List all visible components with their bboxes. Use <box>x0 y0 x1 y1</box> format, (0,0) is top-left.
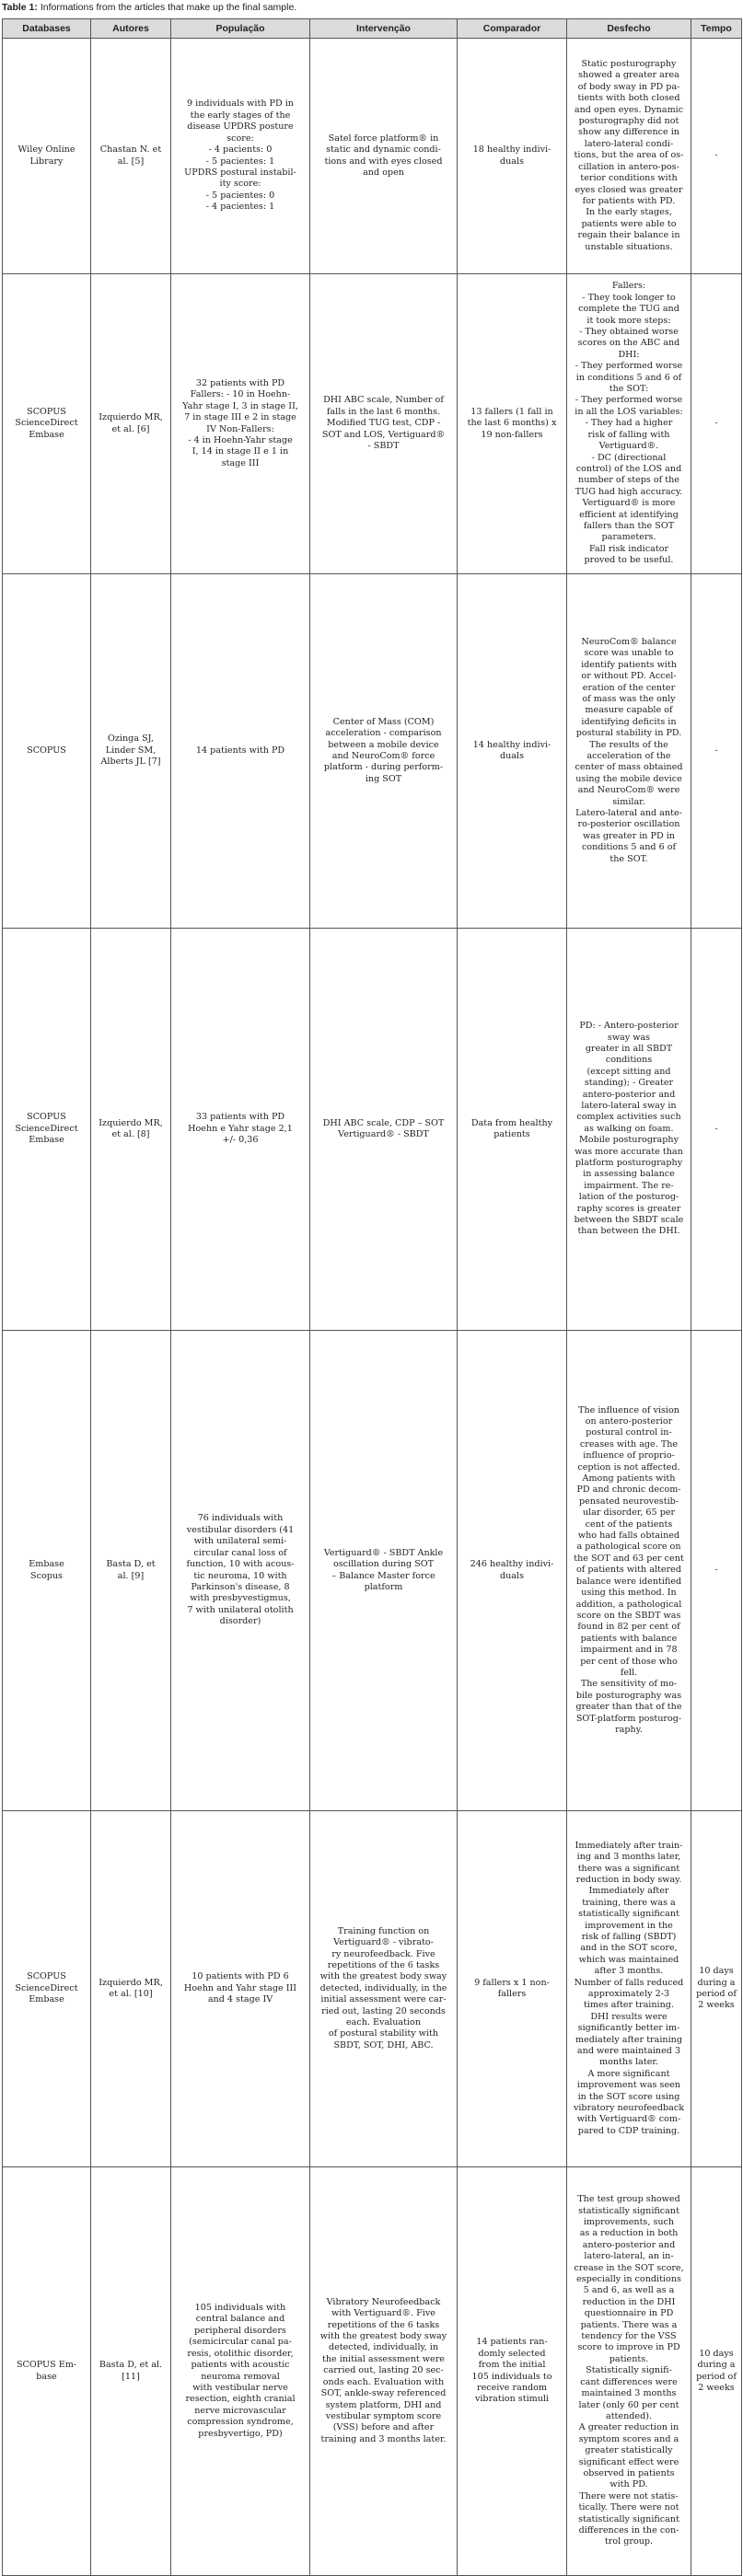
table-row <box>3 929 742 1331</box>
cell-populacao: 33 patients with PD Hoehn e Yahr stage 2,1 +/- 0,36 <box>171 929 310 1331</box>
cell-databases: Embase Scopus <box>3 1331 91 1811</box>
col-header-intervencao: Intervenção <box>310 19 458 39</box>
cell-tempo: - <box>691 574 742 929</box>
cell-autores: Basta D, et al. [9] <box>91 1331 171 1811</box>
table-caption <box>2 2 296 17</box>
table-row <box>3 274 742 574</box>
col-header-tempo: Tempo <box>691 19 742 39</box>
cell-desfecho: PD: - Antero-posterior sway was greater in all SBDT conditions (except sitting and standing); - Greater antero-posterior and latero-lateral sway in complex activities such as walking on foam. Mobile posturography was more accurate than platform posturography in assessing balance impairment. The re- lation of the posturog- raphy scores is greater between the SBDT scale than between the DHI. <box>567 929 691 1331</box>
cell-comparador: 14 patients ran- domly selected from the initial 105 individuals to receive random vibration stimuli <box>458 2167 567 2576</box>
caption-text: Informations from the articles that make up the final sample. <box>40 2 297 13</box>
cell-comparador: 9 fallers x 1 non- fallers <box>458 1811 567 2167</box>
cell-desfecho: The test group showed statistically significant improvements, such as a reduction in both antero-posterior and latero-lateral, an in- crease in the SOT score, especially in conditions 5 and 6, as well as a reduction in the DHI questionnaire in PD patients. There was a tendency for the VSS score to improve in PD patients. Statistically signifi- cant differences were maintained 3 months later (only 60 per cent attended). A greater reduction in symptom scores and a greater statistically significant effect were observed in patients with PD. There were not statis- tically. There were not statistically significant differences in the con- trol group. <box>567 2167 691 2576</box>
cell-databases: SCOPUS <box>3 574 91 929</box>
cell-comparador: Data from healthy patients <box>458 929 567 1331</box>
table-row <box>3 1331 742 1811</box>
cell-databases: SCOPUS Em- base <box>3 2167 91 2576</box>
table-row <box>3 574 742 929</box>
cell-intervencao: DHI ABC scale, CDP – SOT Vertiguard® - SBDT <box>310 929 458 1331</box>
col-header-databases: Databases <box>3 19 91 39</box>
cell-tempo: - <box>691 929 742 1331</box>
cell-populacao: 105 individuals with central balance and peripheral disorders (semicircular canal pa- resis, otolithic disorder, patients with acoustic neuroma removal with vestibular nerve resection, eighth cranial nerve microvascular compression syndrome, presbyvertigo, PD) <box>171 2167 310 2576</box>
cell-populacao: 10 patients with PD 6 Hoehn and Yahr stage III and 4 stage IV <box>171 1811 310 2167</box>
articles-table <box>2 18 742 2576</box>
cell-desfecho: Static posturography showed a greater area of body sway in PD pa- tients with both closed and open eyes. Dynamic posturography did not show any difference in latero-lateral condi- tions, but the area of os- cillation in antero-pos- terior conditions with eyes closed was greater for patients with PD. In the early stages, patients were able to regain their balance in unstable situations. <box>567 39 691 274</box>
header-row <box>3 19 742 39</box>
cell-comparador: 13 fallers (1 fall in the last 6 months) x 19 non-fallers <box>458 274 567 574</box>
cell-intervencao: Vertiguard® - SBDT Ankle oscillation during SOT – Balance Master force platform <box>310 1331 458 1811</box>
cell-autores: Izquierdo MR, et al. [10] <box>91 1811 171 2167</box>
cell-databases: SCOPUS ScienceDirect Embase <box>3 274 91 574</box>
cell-desfecho: NeuroCom® balance score was unable to identify patients with or without PD. Accel- eration of the center of mass was the only measure capable of identifying deficits in postural stability in PD. The results of the acceleration of the center of mass obtained using the mobile device and NeuroCom® were similar. Latero-lateral and ante- ro-posterior oscillation was greater in PD in conditions 5 and 6 of the SOT. <box>567 574 691 929</box>
cell-comparador: 14 healthy indivi- duals <box>458 574 567 929</box>
cell-tempo: - <box>691 274 742 574</box>
cell-desfecho: The influence of vision on antero-posterior postural control in- creases with age. The influence of proprio- ception is not affected. Among patients with PD and chronic decom- pensated neurovestib- ular disorder, 65 per cent of the patients who had falls obtained a pathological score on the SOT and 63 per cent of patients with altered balance were identified using this method. In addition, a pathological score on the SBDT was found in 82 per cent of patients with balance impairment and in 78 per cent of those who fell. The sensitivity of mo- bile posturography was greater than that of the SOT-platform posturog- raphy. <box>567 1331 691 1811</box>
col-header-comparador: Comparador <box>458 19 567 39</box>
cell-tempo: 10 days during a period of 2 weeks <box>691 2167 742 2576</box>
cell-databases: Wiley Online Library <box>3 39 91 274</box>
cell-autores: Izquierdo MR, et al. [8] <box>91 929 171 1331</box>
cell-intervencao: Center of Mass (COM) acceleration - comparison between a mobile device and NeuroCom® force platform - during perform- ing SOT <box>310 574 458 929</box>
cell-tempo: 10 days during a period of 2 weeks <box>691 1811 742 2167</box>
cell-databases: SCOPUS ScienceDirect Embase <box>3 1811 91 2167</box>
cell-intervencao: Satel force platform® in static and dynamic condi- tions and with eyes closed and open <box>310 39 458 274</box>
cell-intervencao: DHI ABC scale, Number of falls in the last 6 months. Modified TUG test, CDP - SOT and LOS, Vertiguard® - SBDT <box>310 274 458 574</box>
table-row <box>3 39 742 274</box>
cell-autores: Izquierdo MR, et al. [6] <box>91 274 171 574</box>
cell-populacao: 14 patients with PD <box>171 574 310 929</box>
cell-intervencao: Training function on Vertiguard® - vibrato- ry neurofeedback. Five repetitions of the 6 tasks with the greatest body sway detected, individually, in the initial assessment were car- ried out, lasting 20 seconds each. Evaluation of postural stability with SBDT, SOT, DHI, ABC. <box>310 1811 458 2167</box>
cell-tempo: - <box>691 1331 742 1811</box>
cell-desfecho: Immediately after train- ing and 3 months later, there was a significant reduction in body sway. Immediately after training, there was a statistically significant improvement in the risk of falling (SBDT) and in the SOT score, which was maintained after 3 months. Number of falls reduced approximately 2-3 times after training. DHI results were significantly better im- mediately after training and were maintained 3 months later. A more significant improvement was seen in the SOT score using vibratory neurofeedback with Vertiguard® com- pared to CDP training. <box>567 1811 691 2167</box>
cell-autores: Basta D, et al. [11] <box>91 2167 171 2576</box>
cell-autores: Ozinga SJ, Linder SM, Alberts JL [7] <box>91 574 171 929</box>
cell-tempo: - <box>691 39 742 274</box>
cell-autores: Chastan N. et al. [5] <box>91 39 171 274</box>
col-header-populacao: População <box>171 19 310 39</box>
cell-desfecho: Fallers: - They took longer to complete the TUG and it took more steps: - They obtained worse scores on the ABC and DHI: - They performed worse in conditions 5 and 6 of the SOT: - They performed worse in all the LOS variables: - They had a higher risk of falling with Vertiguard®. - DC (directional control) of the LOS and number of steps of the TUG had high accuracy. Vertiguard® is more efficient at identifying fallers than the SOT parameters. Fall risk indicator proved to be useful. <box>567 274 691 574</box>
cell-populacao: 76 individuals with vestibular disorders (41 with unilateral semi- circular canal loss of function, 10 with acous- tic neuroma, 10 with Parkinson's disease, 8 with presbyvestigmus, 7 with unilateral otolith disorder) <box>171 1331 310 1811</box>
col-header-autores: Autores <box>91 19 171 39</box>
col-header-desfecho: Desfecho <box>567 19 691 39</box>
cell-intervencao: Vibratory Neurofeedback with Vertiguard®. Five repetitions of the 6 tasks with the greatest body sway detected, individually, in the initial assessment were carried out, lasting 20 sec- onds each. Evaluation with SOT, ankle-sway referenced system platform, DHI and vestibular symptom score (VSS) before and after training and 3 months later. <box>310 2167 458 2576</box>
cell-databases: SCOPUS ScienceDirect Embase <box>3 929 91 1331</box>
table-row <box>3 1811 742 2167</box>
table-row <box>3 2167 742 2576</box>
cell-comparador: 18 healthy indivi- duals <box>458 39 567 274</box>
cell-populacao: 9 individuals with PD in the early stages of the disease UPDRS posture score: - 4 pacients: 0 - 5 pacientes: 1 UPDRS postural instabil- ity score: - 5 pacientes: 0 - 4 pacientes: 1 <box>171 39 310 274</box>
cell-populacao: 32 patients with PD Fallers: - 10 in Hoehn- Yahr stage I, 3 in stage II, 7 in stage III e 2 in stage IV Non-Fallers: - 4 in Hoehn-Yahr stage I, 14 in stage II e 1 in stage III <box>171 274 310 574</box>
cell-comparador: 246 healthy indivi- duals <box>458 1331 567 1811</box>
caption-label: Table 1: <box>2 2 38 13</box>
